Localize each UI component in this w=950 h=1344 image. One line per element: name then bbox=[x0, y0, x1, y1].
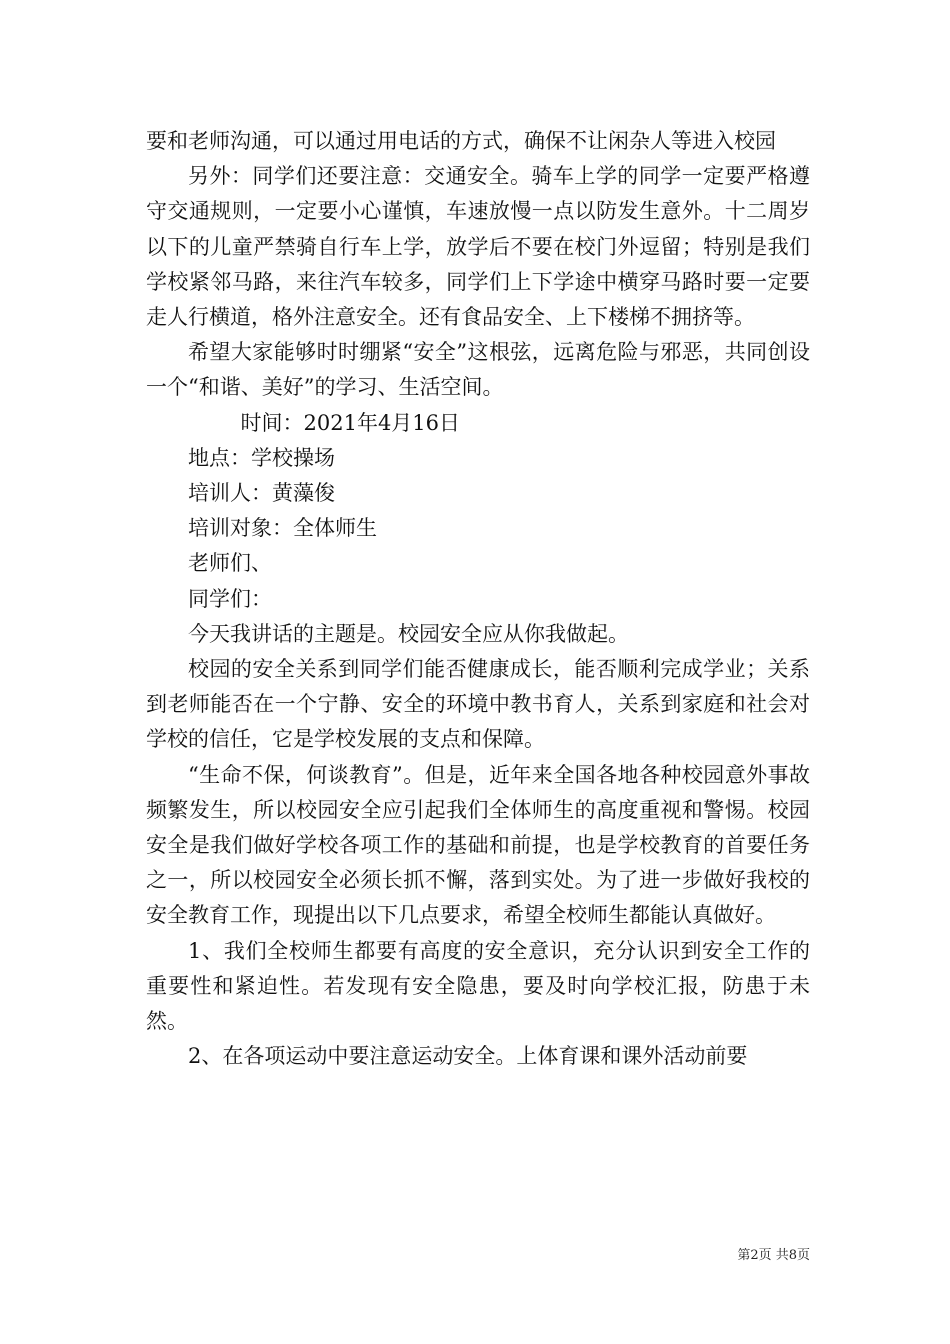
paragraph-topic: 今天我讲话的主题是。校园安全应从你我做起。 bbox=[188, 621, 629, 646]
meta-time: 时间：2021年4月16日 bbox=[240, 410, 461, 435]
page-number: 第2页 共8页 bbox=[737, 1248, 810, 1263]
greeting-teachers: 老师们、 bbox=[188, 551, 272, 576]
meta-location: 地点：学校操场 bbox=[188, 445, 335, 470]
document-body bbox=[146, 124, 810, 1074]
paragraph-campus-entry: 要和老师沟通，可以通过用电话的方式，确保不让闲杂人等进入校园 bbox=[146, 129, 776, 153]
paragraph-requirement-2: 2、在各项运动中要注意运动安全。上体育课和课外活动前要 bbox=[188, 1044, 748, 1069]
greeting-students: 同学们： bbox=[188, 586, 272, 611]
paragraph-traffic-safety: 另外：同学们还要注意：交通安全。骑车上学的同学一定要严格遵守交通规则，一定要小心谨慎，车速放慢一点以防发生意外。十二周岁以下的儿童严禁骑自行车上学，放学后不要在校门外逗留；特别是我们学校紧邻马路，来往汽车较多，同学们上下学途中横穿马路时要一定要走人行横道，格外注意安全。还有食品安全、上下楼梯不拥挤等。 bbox=[146, 164, 810, 330]
paragraph-safety-importance: 校园的安全关系到同学们能否健康成长，能否顺利完成学业；关系到老师能否在一个宁静、安全的环境中教书育人，关系到家庭和社会对学校的信任，它是学校发展的支点和保障。 bbox=[146, 657, 810, 752]
paragraph-life-education: “生命不保，何谈教育”。但是，近年来全国各地各种校园意外事故频繁发生，所以校园安全应引起我们全体师生的高度重视和警惕。校园安全是我们做好学校各项工作的基础和前提，也是学校教育的首要任务之一，所以校园安全必须长抓不懈，落到实处。为了进一步做好我校的安全教育工作，现提出以下几点要求，希望全校师生都能认真做好。 bbox=[146, 762, 810, 928]
meta-audience: 培训对象：全体师生 bbox=[188, 516, 377, 541]
paragraph-requirement-1: 1、我们全校师生都要有高度的安全意识，充分认识到安全工作的重要性和紧迫性。若发现有安全隐患，要及时向学校汇报，防患于未然。 bbox=[146, 938, 810, 1034]
paragraph-hope: 希望大家能够时时绷紧“安全”这根弦，远离危险与邪恶，共同创设一个“和谐、美好”的学习、生活空间。 bbox=[146, 340, 810, 400]
meta-trainer: 培训人：黄藻俊 bbox=[188, 481, 335, 506]
